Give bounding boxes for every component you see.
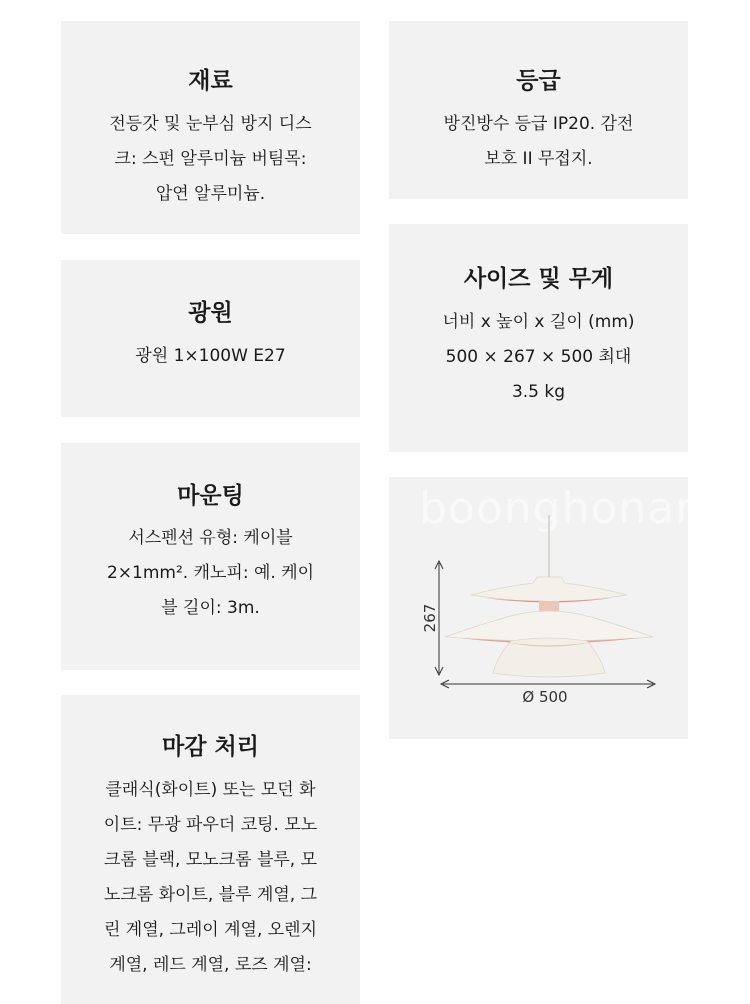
finish-text (61, 773, 360, 983)
finish-line: 이트: 무광 파우더 코팅. 모노 (103, 815, 318, 835)
material-text (61, 107, 360, 212)
grade-card (389, 21, 688, 199)
mounting-line: 블 길이: 3m. (161, 598, 260, 618)
size-weight-card (389, 224, 688, 452)
height-label: 267 (421, 603, 439, 633)
size-weight-line: 500 × 267 × 500 최대 (445, 347, 632, 367)
lamp-diagram-card (389, 477, 723, 739)
finish-line: 클래식(화이트) 또는 모던 화 (105, 780, 316, 800)
grade-text (389, 107, 688, 177)
material-line: 전등갓 및 눈부심 방지 디스 (109, 114, 312, 134)
grade-title: 등급 (516, 68, 561, 94)
finish-line: 계열, 레드 계열, 로즈 계열: (109, 955, 312, 975)
material-title: 재료 (188, 68, 233, 94)
material-line: 압연 알루미늄. (155, 184, 266, 204)
finish-line: 린 계열, 그레이 계열, 오렌지 (103, 920, 318, 940)
light-source-line: 광원 1×100W E27 (135, 346, 286, 366)
finish-line: 노크롬 화이트, 블루 계열, 그 (103, 885, 318, 905)
mounting-title: 마운팅 (177, 483, 244, 509)
finish-line: 크롬 블랙, 모노크롬 블루, 모 (103, 850, 318, 870)
size-weight-title: 사이즈 및 무게 (463, 266, 614, 292)
grade-line: 보호 II 무접지. (484, 149, 593, 169)
light-source-card (61, 260, 360, 417)
grade-line: 방진방수 등급 IP20. 감전 (443, 114, 634, 134)
finish-title: 마감 처리 (162, 734, 259, 760)
mounting-line: 서스펜션 유형: 케이블 (128, 528, 293, 548)
finish-card (61, 695, 360, 1004)
middle-shade (445, 611, 653, 641)
lamp-dimension-diagram (389, 477, 688, 739)
material-card (61, 21, 360, 234)
size-weight-line: 너비 x 높이 x 길이 (mm) (442, 312, 635, 332)
width-label: Ø 500 (522, 688, 568, 706)
size-weight-text (389, 305, 688, 410)
mounting-text (61, 521, 360, 626)
size-weight-line: 3.5 kg (511, 382, 566, 402)
mounting-card (61, 443, 360, 670)
watermark-text: boonghonara (419, 483, 723, 534)
material-line: 크: 스펀 알루미늄 버팀목: (114, 149, 307, 169)
bottom-shade (493, 638, 605, 677)
light-source-title: 광원 (188, 300, 233, 326)
mounting-line: 2×1mm². 캐노피: 예. 케이 (106, 563, 315, 583)
light-source-text (61, 339, 360, 374)
top-shade (471, 577, 627, 602)
